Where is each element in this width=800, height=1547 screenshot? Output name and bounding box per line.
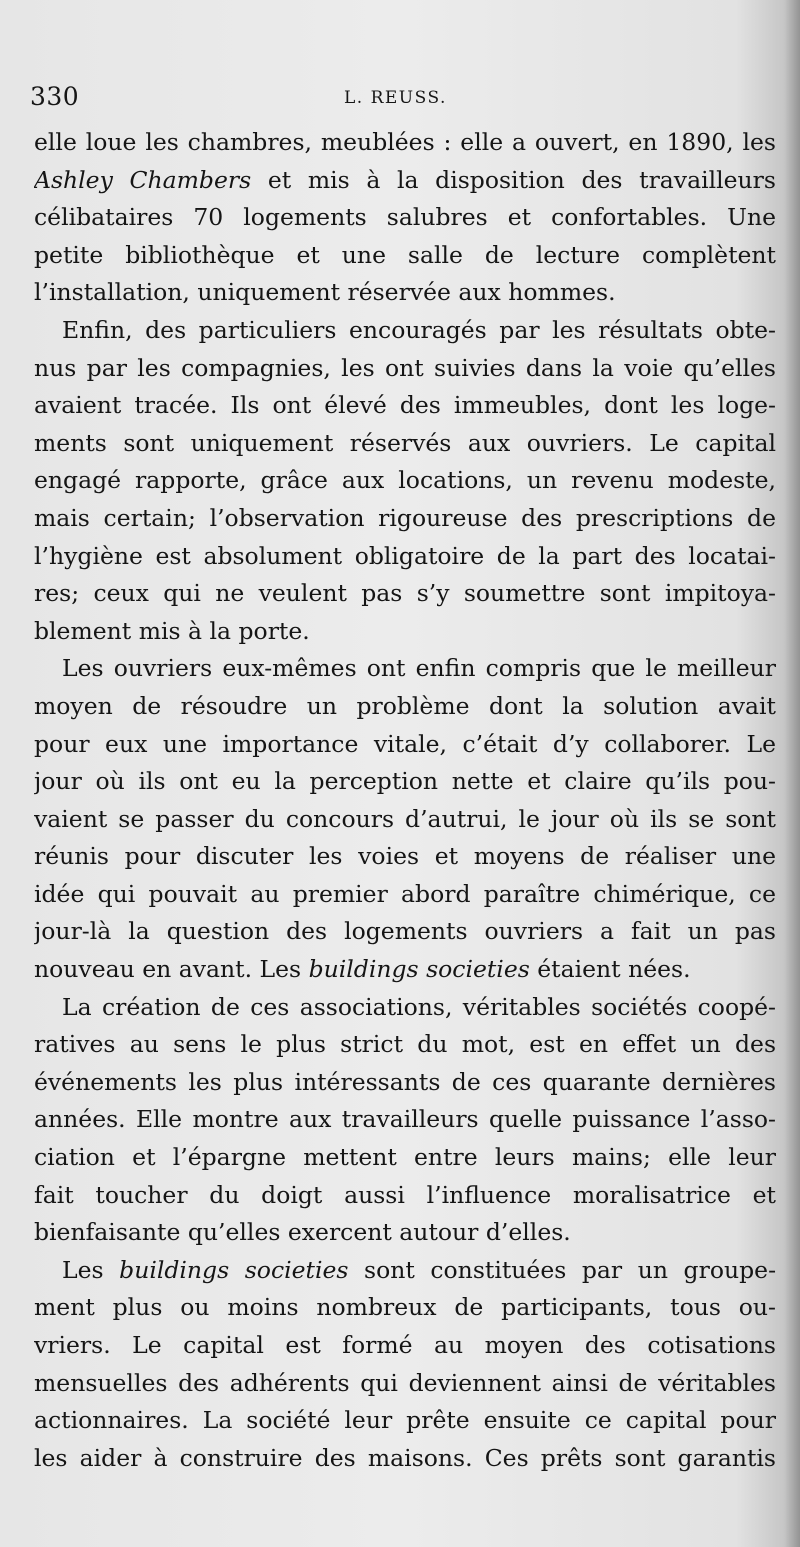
text-line: jour où ils ont eu la perception nette et claire qu’ils pou- (34, 767, 776, 796)
text-line: res; ceux qui ne veulent pas s’y soumettre sont impitoya- (34, 579, 776, 608)
text-line: petite bibliothèque et une salle de lecture complètent (34, 240, 776, 269)
text-line: vriers. Le capital est formé au moyen des cotisations (34, 1331, 776, 1359)
text-line-italic-phrase: nouveau en avant. Les buildings societies étaient nées. (34, 955, 691, 984)
text-line: célibataires 70 logements salubres et confortables. Une (34, 203, 776, 232)
text-line: mensuelles des adhérents qui deviennent ainsi de véritables (34, 1368, 776, 1397)
page-header (30, 82, 770, 122)
text-line: les aider à construire des maisons. Ces prêts sont garantis (34, 1443, 776, 1472)
text-line: événements les plus intéressants de ces quarante dernières (34, 1067, 776, 1096)
text-line: pour eux une importance vitale, c’était d’y collaborer. Le (34, 729, 776, 758)
page-edge-shadow (784, 0, 800, 1547)
text-line: jour-là la question des logements ouvriers a fait un pas (34, 917, 776, 946)
text-line: moyen de résoudre un problème dont la solution avait (34, 691, 776, 720)
text-line: blement mis à la porte. (34, 616, 310, 645)
text-line: nus par les compagnies, les ont suivies dans la voie qu’elles (34, 353, 776, 382)
page-number: 330 (30, 82, 80, 111)
text-line: ments sont uniquement réservés aux ouvriers. Le capital (34, 428, 776, 457)
text-line: ratives au sens le plus strict du mot, est en effet un des (34, 1030, 776, 1059)
text-line: Enfin, des particuliers encouragés par les résultats obte- (62, 315, 776, 344)
text-line: années. Elle montre aux travailleurs quelle puissance l’asso- (34, 1105, 776, 1134)
running-head: L. REUSS. (344, 88, 447, 108)
text-line: ment plus ou moins nombreux de participants, tous ou- (34, 1293, 776, 1322)
text-line: l’hygiène est absolument obligatoire de la part des locatai- (34, 541, 776, 570)
body-text (34, 124, 776, 1477)
text-line: mais certain; l’observation rigoureuse des prescriptions de (34, 503, 776, 532)
text-line: Les ouvriers eux-mêmes ont enfin compris que le meilleur (62, 654, 776, 683)
text-line: fait toucher du doigt aussi l’influence moralisatrice et (34, 1180, 776, 1209)
text-line: avaient tracée. Ils ont élevé des immeubles, dont les loge- (34, 391, 776, 420)
text-line: idée qui pouvait au premier abord paraître chimérique, ce (34, 879, 776, 908)
text-line: La création de ces associations, véritables sociétés coopé- (62, 992, 776, 1021)
text-line-italic-phrase: Ashley Chambers et mis à la disposition des travailleurs (34, 165, 776, 194)
text-line-italic-phrase: Les buildings societies sont constituées par un groupe- (62, 1255, 776, 1284)
text-line: vaient se passer du concours d’autrui, le jour où ils se sont (34, 804, 776, 833)
text-line: l’installation, uniquement réservée aux hommes. (34, 278, 616, 307)
text-line: actionnaires. La société leur prête ensuite ce capital pour (34, 1406, 776, 1435)
text-line: engagé rapporte, grâce aux locations, un revenu modeste, (34, 466, 776, 495)
text-line: elle loue les chambres, meublées : elle a ouvert, en 1890, les (34, 128, 776, 156)
text-line: réunis pour discuter les voies et moyens de réaliser une (34, 842, 776, 871)
text-line: bienfaisante qu’elles exercent autour d’elles. (34, 1218, 571, 1247)
text-line: ciation et l’épargne mettent entre leurs mains; elle leur (34, 1143, 776, 1172)
